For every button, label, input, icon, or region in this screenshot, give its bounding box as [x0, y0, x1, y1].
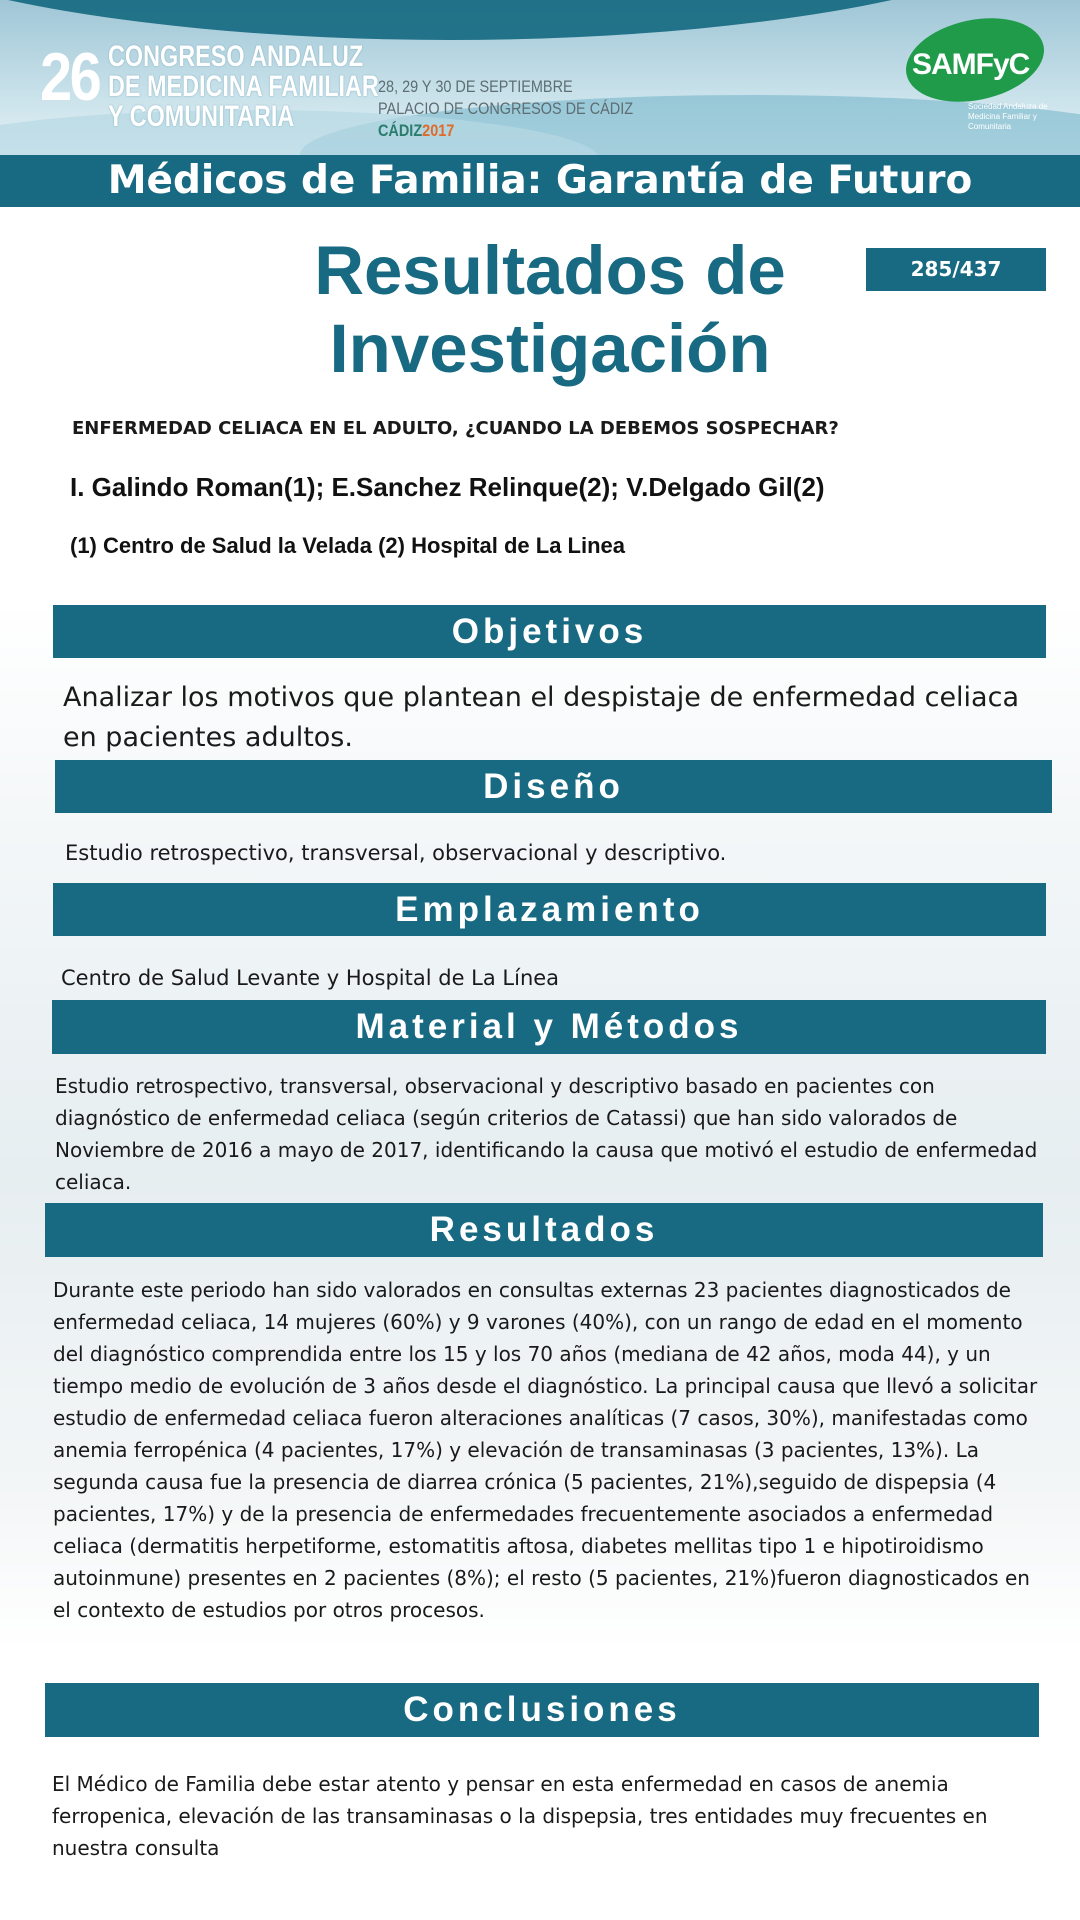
- congress-dates: [378, 76, 633, 142]
- section-text-material: Estudio retrospectivo, transversal, observacional y descriptivo basado en pacientes con diagnóstico de enfermedad celiaca (según criterios de Catassi) que han sido valorados de Noviembre de 2016 a mayo de 2017, identificando la causa que motivó el estudio de enfermedad celiaca.: [55, 1074, 1038, 1194]
- slogan-text: Médicos de Familia: Garantía de Futuro: [107, 158, 973, 203]
- section-text-emplazamiento: Centro de Salud Levante y Hospital de La Línea: [61, 966, 560, 990]
- slogan-banner: [0, 155, 1080, 207]
- congress-name: [108, 42, 379, 132]
- poster-code-badge: 285/437: [866, 248, 1046, 291]
- congress-line: Y COMUNITARIA: [108, 100, 295, 133]
- authors: I. Galindo Roman(1); E.Sanchez Relinque(2); V.Delgado Gil(2): [70, 472, 825, 502]
- section-heading-emplazamiento: Emplazamiento: [53, 883, 1046, 936]
- year-text: 2017: [422, 121, 455, 140]
- header-wave: [0, 0, 1080, 40]
- title-line: Investigación: [329, 310, 771, 387]
- congress-line: CONGRESO ANDALUZ: [108, 40, 364, 73]
- logo-text: SAMFyC: [912, 48, 1030, 81]
- section-heading-material: Material y Métodos: [52, 1000, 1046, 1054]
- section-heading-resultados: Resultados: [45, 1203, 1043, 1257]
- city-year: [378, 120, 633, 142]
- section-heading-diseno: Diseño: [55, 760, 1052, 813]
- study-title: ENFERMEDAD CELIACA EN EL ADULTO, ¿CUANDO LA DEBEMOS SOSPECHAR?: [72, 418, 839, 439]
- section-text-diseno: Estudio retrospectivo, transversal, observacional y descriptivo.: [65, 841, 727, 865]
- title-line: Resultados de: [314, 232, 786, 309]
- section-text-objetivos: Analizar los motivos que plantean el despistaje de enfermedad celiaca en pacientes adultos.: [63, 682, 1019, 753]
- section-text-resultados: Durante este periodo han sido valorados en consultas externas 23 pacientes diagnosticados de enfermedad celiaca, 14 mujeres (60%) y 9 varones (40%), con un rango de edad en el momento del diagnóstico comprendida entre los 15 y los 70 años (mediana de 42 años, moda 44), y un tiempo medio de evolución de 3 años desde el diagnóstico. La principal causa que llevó a solicitar estudio de enfermedad celiaca fueron alteraciones analíticas (7 casos, 30%), manifestadas como anemia ferropénica (4 pacientes, 17%) y elevación de transaminasas (3 pacientes, 13%). La segunda causa fue la presencia de diarrea crónica (5 pacientes, 21%),seguido de dispepsia (4 pacientes, 17%) y de la presencia de enfermedades frecuentemente asociados a enfermedad celiaca (dermatitis herpetiforme, estomatitis aftosa, diabetes mellitas tipo 1 e hipotiroidismo autoinmune) presentes en 2 pacientes (8%); el resto (5 pacientes, 21%)fueron diagnosticados en el contexto de estudios por otros procesos.: [53, 1278, 1038, 1622]
- section-heading-objetivos: Objetivos: [53, 605, 1046, 658]
- section-text-conclusiones: El Médico de Familia debe estar atento y pensar en esta enfermedad en casos de anemia ferropenica, elevación de las transaminasas o la dispepsia, tres entidades muy frecuentes en nuestra consulta: [52, 1772, 988, 1860]
- dates-text: 28, 29 Y 30 DE SEPTIEMBRE: [378, 77, 573, 96]
- congress-line: DE MEDICINA FAMILIAR: [108, 70, 379, 103]
- city-text: CÁDIZ: [378, 121, 423, 140]
- venue-text: PALACIO DE CONGRESOS DE CÁDIZ: [378, 99, 634, 118]
- congress-number: 26: [40, 39, 100, 115]
- page-title: [250, 232, 850, 388]
- affiliations: (1) Centro de Salud la Velada (2) Hospital de La Linea: [70, 533, 626, 558]
- section-heading-conclusiones: Conclusiones: [45, 1683, 1039, 1737]
- logo-subtitle: Sociedad Andaluza de Medicina Familiar y Comunitaria: [968, 102, 1048, 131]
